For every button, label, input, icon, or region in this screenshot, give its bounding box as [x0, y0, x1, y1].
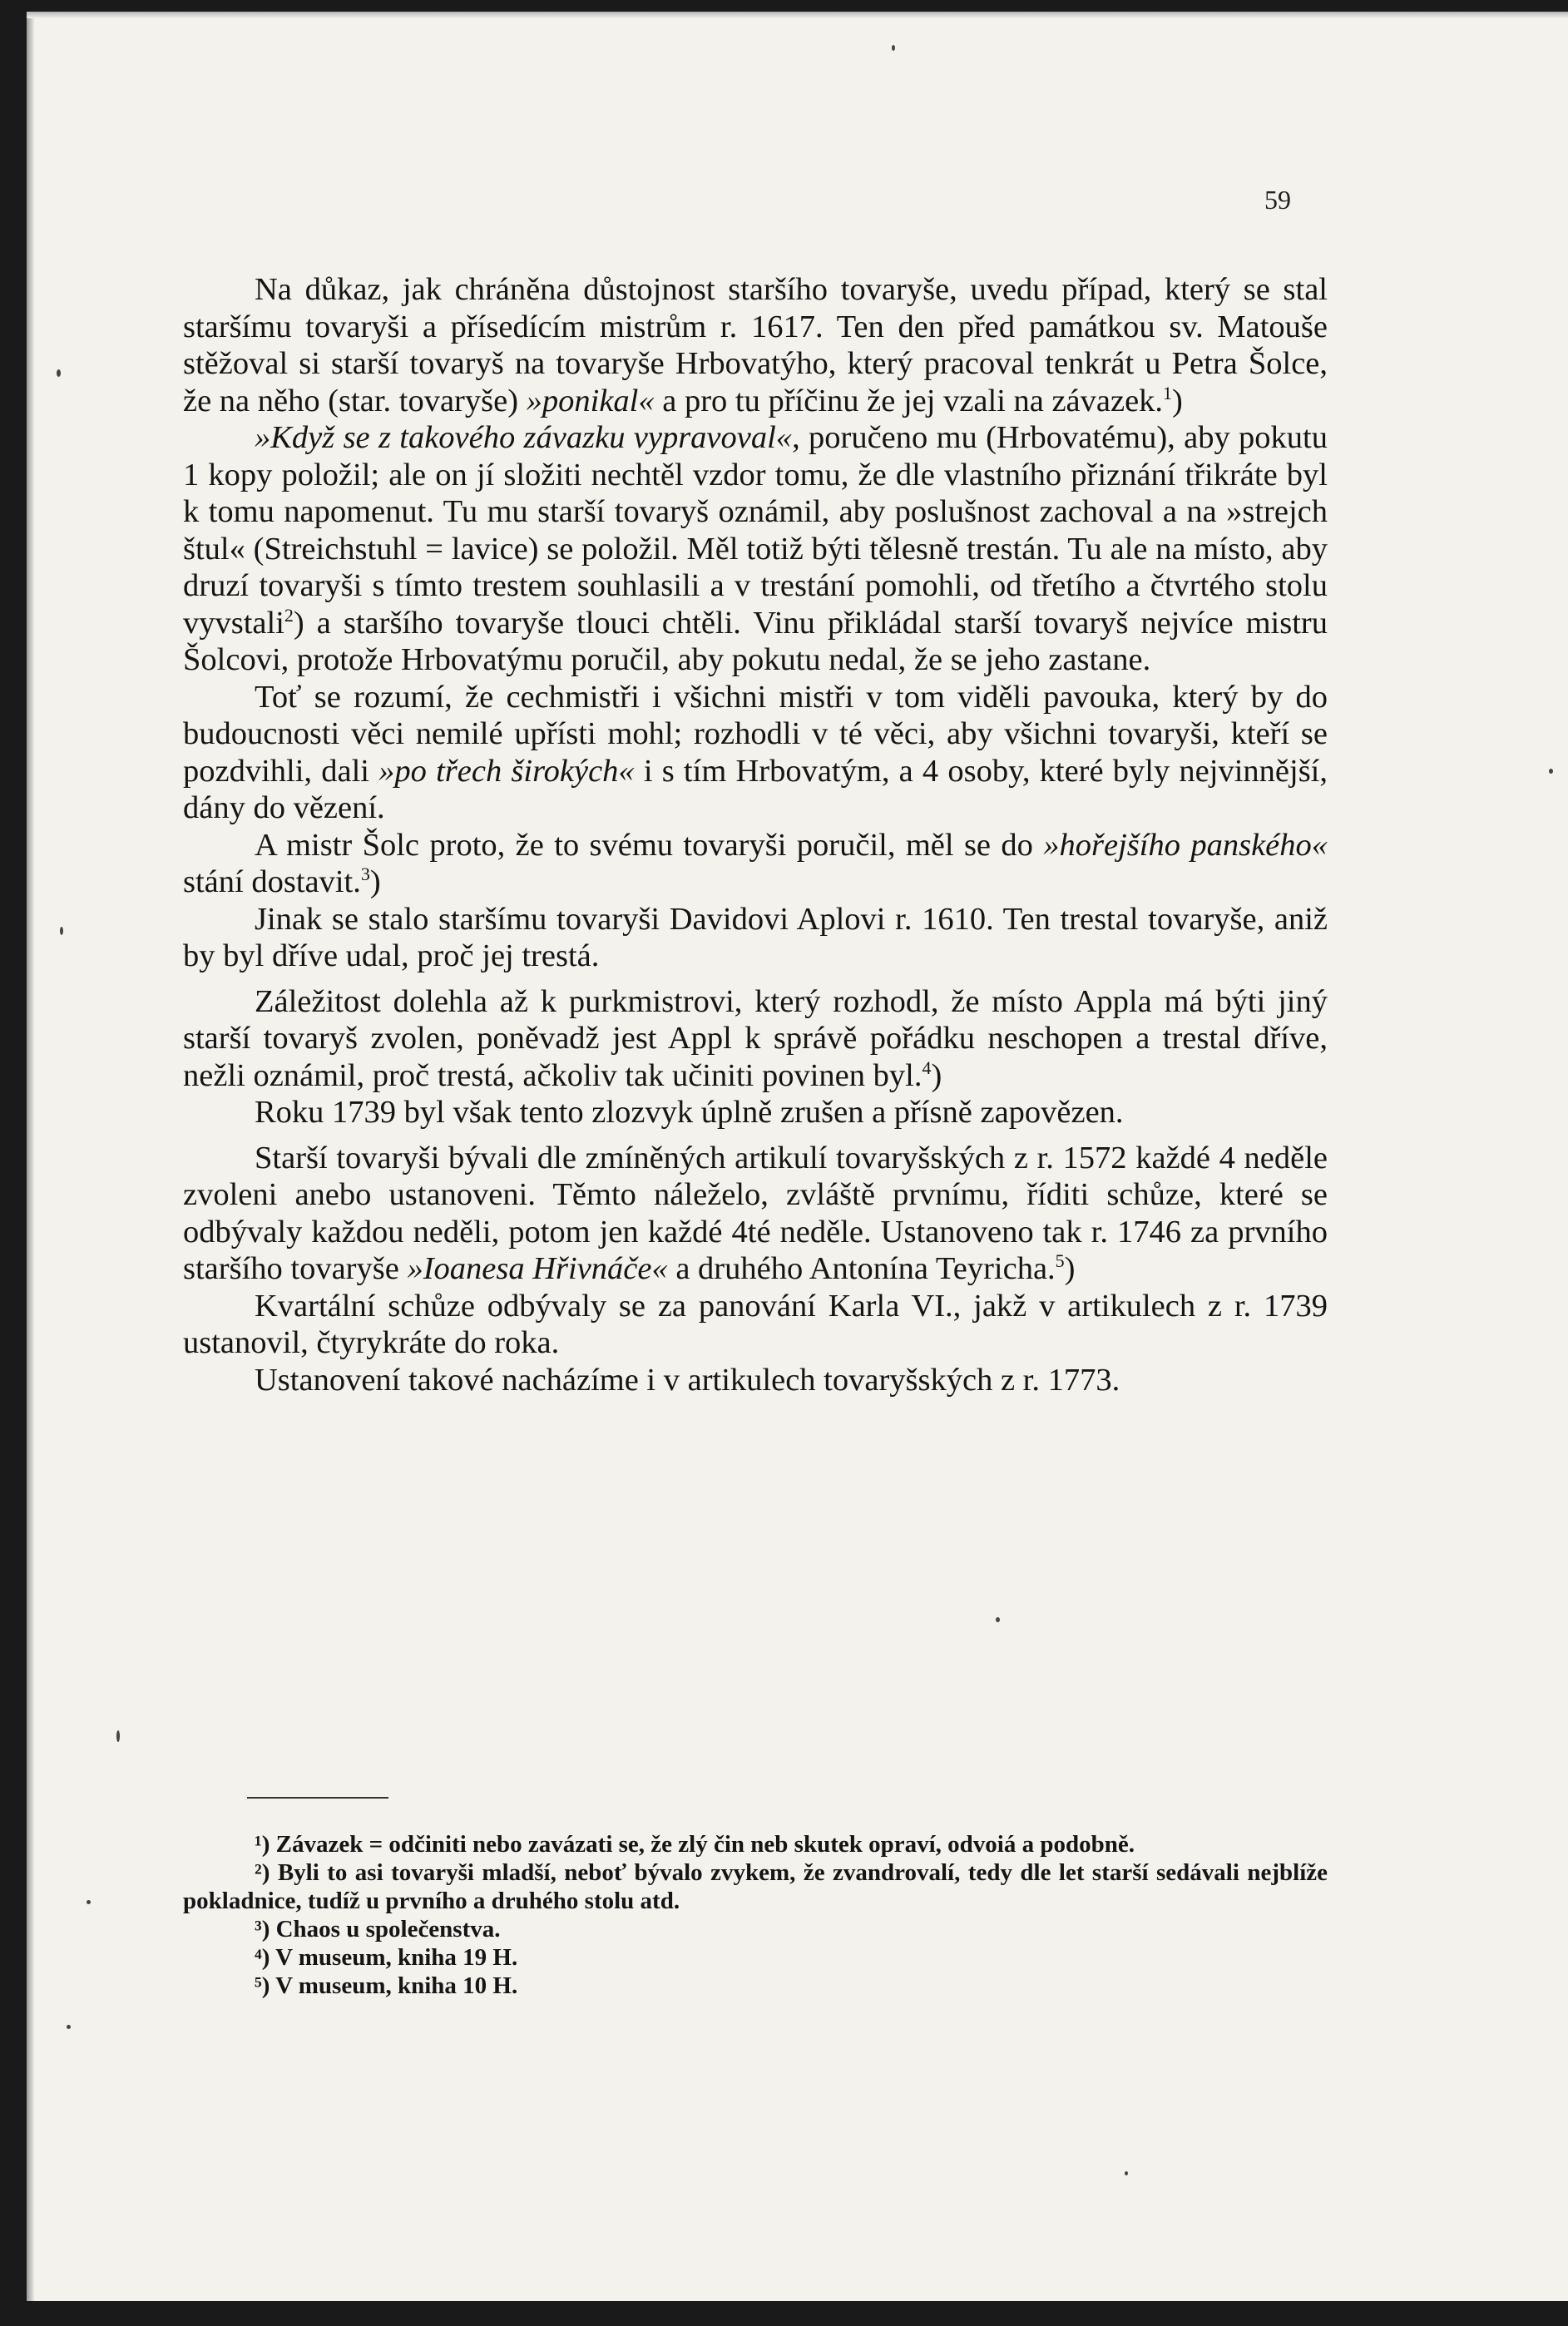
footnote-ref: 3	[360, 864, 370, 885]
text: Záležitost dolehla až k purkmistrovi, který rozhodl, že místo Appla má býti jiný starší tovaryš zvolen, poněvadž jest Appl k správě pořádku neschopen a trestal dříve, nežli oznámil, proč trestá, ačkoliv tak učiniti povinen byl.	[183, 983, 1328, 1093]
text: )	[1064, 1251, 1076, 1286]
text: stání dostavit.	[183, 864, 361, 899]
text: ) a staršího tovaryše tlouci chtěli. Vinu přikládal starší tovaryš nejvíce mistru Šolcovi, protože Hrbovatýmu poručil, aby pokutu nedal, že se jeho zastane.	[183, 605, 1328, 677]
paragraph-3	[183, 679, 1328, 827]
footnotes	[183, 1830, 1328, 2000]
scan-edge-left	[27, 12, 35, 2301]
text: a pro tu příčinu že jej vzali na závazek.	[654, 383, 1164, 418]
text: , poručeno mu (Hrbovatému), aby pokutu 1 kopy položil; ale on jí složiti nechtěl vzdor tomu, že dle vlastního přiznání třikráte byl k tomu napomenut. Tu mu starší tovaryš oznámil, aby poslušnost zachoval a na »strejch štul« (Streichstuhl = lavice) se položil. Měl totiž býti tělesně trestán. Tu ale na místo, aby druzí tovaryši s tímto trestem souhlasili a v trestání pomohli, od třetího a čtvrtého stolu vyvstali	[183, 420, 1328, 641]
paragraph-2	[183, 419, 1328, 679]
quote: »Když se z takového závazku vypravoval«	[255, 420, 793, 455]
footnote-divider	[247, 1797, 388, 1799]
footnote-ref: 1	[1163, 382, 1173, 403]
text: A mistr Šolc proto, že to svému tovaryši poručil, měl se do	[255, 827, 1044, 863]
footnote-mark: ⁴)	[255, 1944, 270, 1971]
footnote-text: V museum, kniha 19 H.	[275, 1944, 518, 1971]
footnote-mark: ³)	[255, 1916, 270, 1942]
footnote-4	[183, 1943, 1328, 1972]
text: )	[1172, 383, 1183, 418]
paragraph-5: Jinak se stalo staršímu tovaryši Davidovi Aplovi r. 1610. Ten trestal tovaryše, aniž by byl dříve udal, proč jej trestá.	[183, 901, 1328, 973]
scan-speck	[996, 1617, 1000, 1622]
scan-speck	[1549, 769, 1553, 774]
scan-speck	[1125, 2171, 1128, 2175]
scan-speck	[67, 2025, 71, 2029]
paragraph-9: Kvartální schůze odbývaly se za panování Karla VI., jakž v artikulech z r. 1739 ustanovil, čtyrykráte do roka.	[183, 1288, 1328, 1360]
text: a druhého Antonína Teyricha.	[667, 1251, 1056, 1286]
text: Na důkaz, jak chráněna důstojnost staršího tovaryše, uvedu případ, který se stal staršímu tovaryši a přísedícím mistrům r. 1617. Ten den před památkou sv. Matouše stěžoval si starší tovaryš na tovaryše Hrbovatýho, který pracoval tenkrát u Petra Šolce, že na něho (star. tovaryše)	[183, 272, 1328, 418]
page-number: 59	[1264, 185, 1291, 215]
scan-speck	[892, 45, 895, 51]
footnote-text: Chaos u společenstva.	[275, 1916, 501, 1942]
footnote-mark: ²)	[255, 1859, 270, 1886]
scan-speck	[87, 1900, 91, 1904]
scan-speck	[116, 1730, 120, 1742]
footnote-text: V museum, kniha 10 H.	[275, 1972, 518, 1999]
footnote-5	[183, 1972, 1328, 2000]
footnote-mark: ¹)	[255, 1831, 270, 1858]
footnote-ref: 4	[922, 1057, 932, 1078]
scanned-page	[27, 12, 1568, 2301]
text: Starší tovaryši bývali dle zmíněných artikulí tovaryšských z r. 1572 každé 4 neděle zvoleni anebo ustanoveni. Těmto náleželo, zvláště prvnímu, říditi schůze, které se odbývaly každou neděli, potom jen každé 4té neděle. Ustanoveno tak r. 1746 za prvního staršího tovaryše	[183, 1140, 1328, 1286]
footnote-text: Byli to asi tovaryši mladší, neboť bývalo zvykem, že zvandrovalí, tedy dle let starší sedávali nejblíže pokladnice, tudíž u prvního a druhého stolu atd.	[183, 1859, 1328, 1914]
footnote-2	[183, 1858, 1328, 1915]
paragraph-1	[183, 271, 1328, 419]
paragraph-6	[183, 983, 1328, 1095]
body-text	[183, 271, 1328, 1398]
quote: »hořejšího panského«	[1043, 827, 1328, 863]
quote: »Ioanesa Hřivnáče«	[407, 1251, 668, 1286]
footnote-3	[183, 1915, 1328, 1943]
text: )	[931, 1057, 942, 1093]
paragraph-4	[183, 827, 1328, 901]
footnote-1	[183, 1830, 1328, 1858]
scan-edge-top	[27, 12, 1568, 18]
footnote-text: Závazek = odčiniti nebo zavázati se, že zlý čin neb skutek opraví, odvoiá a podobně.	[275, 1831, 1135, 1858]
text: Toť se rozumí, že cechmistři i všichni mistři v tom viděli pavouka, který by do budoucnosti věci nemilé upřísti mohl; rozhodli v té věci, aby všichni tovaryši, kteří se pozdvihli, dali	[183, 679, 1328, 789]
quote: »po třech širokých«	[378, 753, 635, 789]
paragraph-10: Ustanovení takové nacházíme i v artikulech tovaryšských z r. 1773.	[255, 1362, 1120, 1398]
footnote-ref: 5	[1055, 1250, 1065, 1272]
scan-speck	[60, 927, 63, 935]
paragraph-7: Roku 1739 byl však tento zlozvyk úplně zrušen a přísně zapovězen.	[255, 1095, 1124, 1130]
footnote-ref: 2	[284, 604, 294, 626]
quote: »ponikal«	[526, 383, 655, 418]
text: )	[369, 864, 381, 899]
scan-speck	[57, 369, 61, 377]
footnote-mark: ⁵)	[255, 1972, 270, 1999]
paragraph-8	[183, 1140, 1328, 1288]
text: i s tím Hrbovatým, a 4 osoby, které byly nejvinnější, dány do vězení.	[183, 753, 1328, 825]
